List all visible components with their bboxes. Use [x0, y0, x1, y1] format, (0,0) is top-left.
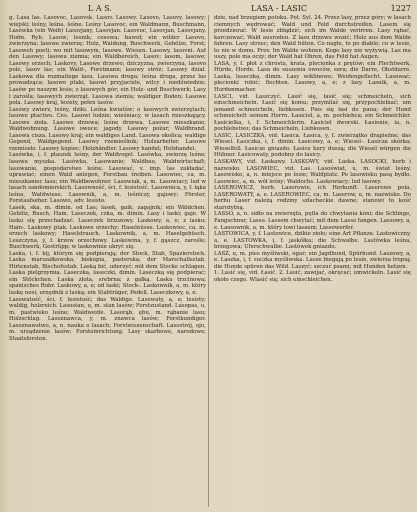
column-divider	[208, 15, 209, 507]
left-column	[9, 15, 206, 507]
right-entry-9: 1. Lasić się, vid. Łasić. 2. Lasić, zawijać, okręcać; umwickeln. Lasić się około czego. Wlasić się; sich einschleichen.	[214, 270, 411, 283]
right-entry-2: LASCI, vid. Laszczyć. Lasić się, łasić się; schmeicheln, sich einschmeicheln. Łasić się komu; przymilać się, przypochlebiać; um jemand schmeicheln, liebkosen. Pies się łasi do pana; der Hund schmeichelt seinem Herrn. Łasiciel, a, m. pochlebca; ein Schmeichler. Łasicielka, i, f. Schmeichlerin. Łasiciel dworski. Łasienie, ia, n. pochlebstwo; das Schmeicheln, Liebkosen.	[214, 93, 411, 133]
running-head	[0, 3, 417, 15]
left-entry-2: Lasówka, i, f. ptaszek leśny, der Waldvogel. Lasówka, zwierzę leśne; lasowa myszka. Lasówka, Lasowanie; Waldbau, Waldwirtschaft; lasowanie, gospodarstwo leśne. Lasować, v. imp. las zakładać, uprawiać; einen Wald anlegen, Forstbau treiben. Lasowiec, ca, m. mieszkaniec lasu; ein Waldbewohner. Lasowiak, a, m. Lasowiacy, lud w lasach sandomierskich. Lasowność, ści, f. lesistość. Lasownica, y, f. łąka leśna, Waldwiese. Lasownik, a, m. leśniczy, gajowy; Förster, Forstaufseher. Lasowo, adv. lesisto.	[9, 152, 206, 205]
right-entry-0: dzie, nad brzegiem potoku. Pot. Syl. 24. Przez lasy, przez góry; w lasach ciemnych wędrować; Wald und Feld durchstreifen. Lasem się przedzierać. W lesie zbłądzić; sich im Walde verirren. Lasy rąbać, karczować; Wald ausroden. Z lasu drzewo wozić; Holz aus dem Walde fahren. Lasy strzec; den Wald hüten. Co nagle, to po diable; co w lesie, to nie w domu. Prov. Im Walde wohnen. Kogo lasy nie wyżywią. Las ma uszy, pole ma oczy; der Wald hat Ohren, das Feld hat Augen.	[214, 15, 411, 61]
right-entry-1: LASA, y, f. płot z chróstu, krata, plecionka z prętów; ein Flechtwerk, Hürde, Horde. Lasa do suszenia owoców, sera; die Darre, Obstdarre. Laska, laseczka, dimin. Lasy wiklinowe; Weidengeflecht. Lasować; plecionki robić; flechten. Lasowy, a, e; z lasy. Lasnik, a, m. Hordenmacher.	[214, 60, 411, 94]
right-entry-6: LASSO, a, n. sidło na zwierzęta, pętla do chwytania koni; die Schlinge, Fangschnur, Lasso. Lassem chwytać; mit dem Lasso fangen. Lassowy, a, e. Lassownik, a, m. który łowi lassem; Lassowerfer.	[214, 211, 411, 231]
right-entry-5: LASEROWICZ, herb. Laserowie, ich Herkunft. Laserowe pola. LASEROWATY, a, e. LASEROWIEC, ca, m. Laserow, u, m. nazwisko. Do herbu Laser należą rodziny szlacheckie dawne; stanowi to kość starożytną.	[214, 185, 411, 211]
right-entry-3: LASIC, LASICZKA, vid. Łasica. Łasica, y, f. zwierzątko drapieżne; das Wiesel. Łasiczka, i, f. dimin. Łasicowy, a, e; Wiesel-. Łasicza skórka; Wieselfell. Łasicze gniazdo. Łasice kury duszą; die Wiesel würgen die Hühner. Łasicowaty, podobny do łasicy.	[214, 132, 411, 159]
text-columns	[9, 15, 413, 507]
running-head-left: L A S.	[88, 4, 112, 13]
right-entry-7: LASTOWICA, y, f. Lastowice, dzikie zioło; eine Art Pflanze. Lastowiczny, a, e. LASTOWKA, i, f. jaskółka; die Schwalbe. Lastówka leśna, brzegowa; Uferschwalbe. Lastówek gniazdo.	[214, 231, 411, 251]
right-entry-8: LASZ, u, m. pies myśliwski, ogar; ein Jagdhund, Spürhund. Laszowy, a, e. Laszka, i, f. suczka myśliwska. Lasze biegają po lesie, zwierza tropią; die Hunde spüren das Wild. Laszyć; szczuć psami; mit Hunden hetzen.	[214, 250, 411, 270]
left-entry-0: g. Lasa las. Lasovoc, Lasovsk. Lasov. Lasowy. Lasovo, Lasovy. lasowy; wiejski; leśny, leśna, leśne. Leśny Lasovoc, ein Waldmann, Buschmann, Lasówka (ein Weib) Lasovjany, Lasovjan. Lasovoc, Lasovjan, Lasovjany. Hofm. Ryb. Lasow; lesnik; cosowa; bawoł; ein wilder Lasovo, zwierzyna; lasowe zwierzę; Holz, Waldung, Buschwerk, Gehölze, Forst; Lasoweh poeti; wo mit lasowym, lasowe. Wiesen. Lasowy, lasovni. Auf den Lasowy; lasowa ziemia; ein Waldbereich, Lasov; lasom, lasowe; Lasowy orzech; Laskovy, Lasowe drzewo; dziczyzna, zwierzyna, lasovo pole, lasov las; ein Wald-, Forstmann; lasowy stróż; Lasowy dział. Laskowa dla rozmaitego lasu. Lasowa droga; leśna droga, przez las prowadząca; lasowe ptaki, lasowi przyjaciele, wilcy i niedźwiedzie; Lasów po naszym lesie; z lasowych gór; ein Holz- und Buschwerk; Lasy i zarośla; lasowych zwierząt. Lasowa ziemia; waldiger Boden; Lasowe pola. Lasowy kraj, lesisty, pełen lasów.	[9, 15, 206, 107]
right-entry-4: LASKAWY, vid. Łaskawy. LASKOWY, vid. Laska. LASOCKI, herb i nazwisko. LASOWIEC, vid. Las. Lasoświat, u, m. świat leśny. Lasowisko, a, n. miejsce po lesie; Waldplatz. Po lasowisku pasą bydło. Lasowiec, a, m. wół leśny; Waldochs. Laskowiacy; lud lasowy.	[214, 159, 411, 185]
running-head-right: LASA - LASIC	[251, 4, 307, 13]
left-entry-4: Laska, i, f. kij, którym się podpierają; der Stock, Stab, Spazierstock. Laska marszałkowska, biskupia, pasterska; der Marschallsstab, Hirtenstab, Bischofsstab. Laską bić, uderzyć; mit dem Stocke schlagen. Laska pielgrzymia. Laseczka, laseczki, dimin. Laseczką się podpierać; ein Stöckchen. Laska złota, srebrna; z gałką. Laska trzcinowa; spanisches Rohr. Laskowy, a, e; od laski; Stock-. Laskownik, a, m. który laskę nosi, urzędnik z laską; ein Stabträger, Pedell. Laseczkowy, a, e.	[9, 250, 206, 296]
left-entry-1: Lasowy zwierz, leśny, dziki. Leśna kwiatów; o lasowych zwierzętach; lasowe ptactwo. Ces. Lasowi ludzie; wieśniacy, w lasach mieszkający. Lasowe zioła. Lasowe drzewa; leśne drzewa. Lasowe mieszkanie; Waldwohnung. Lasowe owoce; jagody. Lasowy pożar; Waldbrand. Lasowa cisza. Lasowy kraj; ein waldiges Land. Lasowa okolica; waldige Gegend, Waldgegend. Lasowy rzemieślnik; Holzarbeiter. Lasowe rzemiosło. Lasowy kupiec; Holzhändler. Lasowy handel; Holzhandel.	[9, 106, 206, 152]
left-entry-5: Lasowatość, ści, f. lesistość; das Waldige. Lasowaty, a, e; lesisty; waldig, holzreich. Lasostan, u, m. stan lasów; Forstzustand. Lasopas, u, m. pastwisko leśne; Waldweide. Lasorąb, ębu, m. rąbanie lasu; Holzschlag. Lasoznawca, y, m. znawca lasów; Forstkundiger. Lasoznawstwo, a, n. nauka o lasach; Forstwissenschaft. Lasostrój, oju, m. urządzenie lasów; Forsteinrichtung. Lasy skarbowe, narodowe; Staatsforsten.	[9, 296, 206, 342]
right-column	[214, 15, 411, 507]
left-entry-3: Lasek, ska, m. dimin. od Las; lasek, gaik, zagajnik; ein Wäldchen, Gehölz, Busch, Hain. Laseczek, czka, m. dimin. Lasy i laski; gaje. W lasku się przechadzać. Laseczek brzozowy. Laskowy, a, e; z lasku; Hain-. Laskowy ptak. Laskowe orzechy; Haselnüsse. Laskowiec, ca, m. orzech laskowy; Haselstrauch. Laskownik, a, m. Haselgebüsch. Leszczyna, y, f. krzew orzechowy. Laskowina, y, f. gąszcz, zarośle; Buschwerk, Gestrüpp; w laskowinie ukryć się.	[9, 204, 206, 251]
page-number: 1227	[390, 4, 411, 13]
